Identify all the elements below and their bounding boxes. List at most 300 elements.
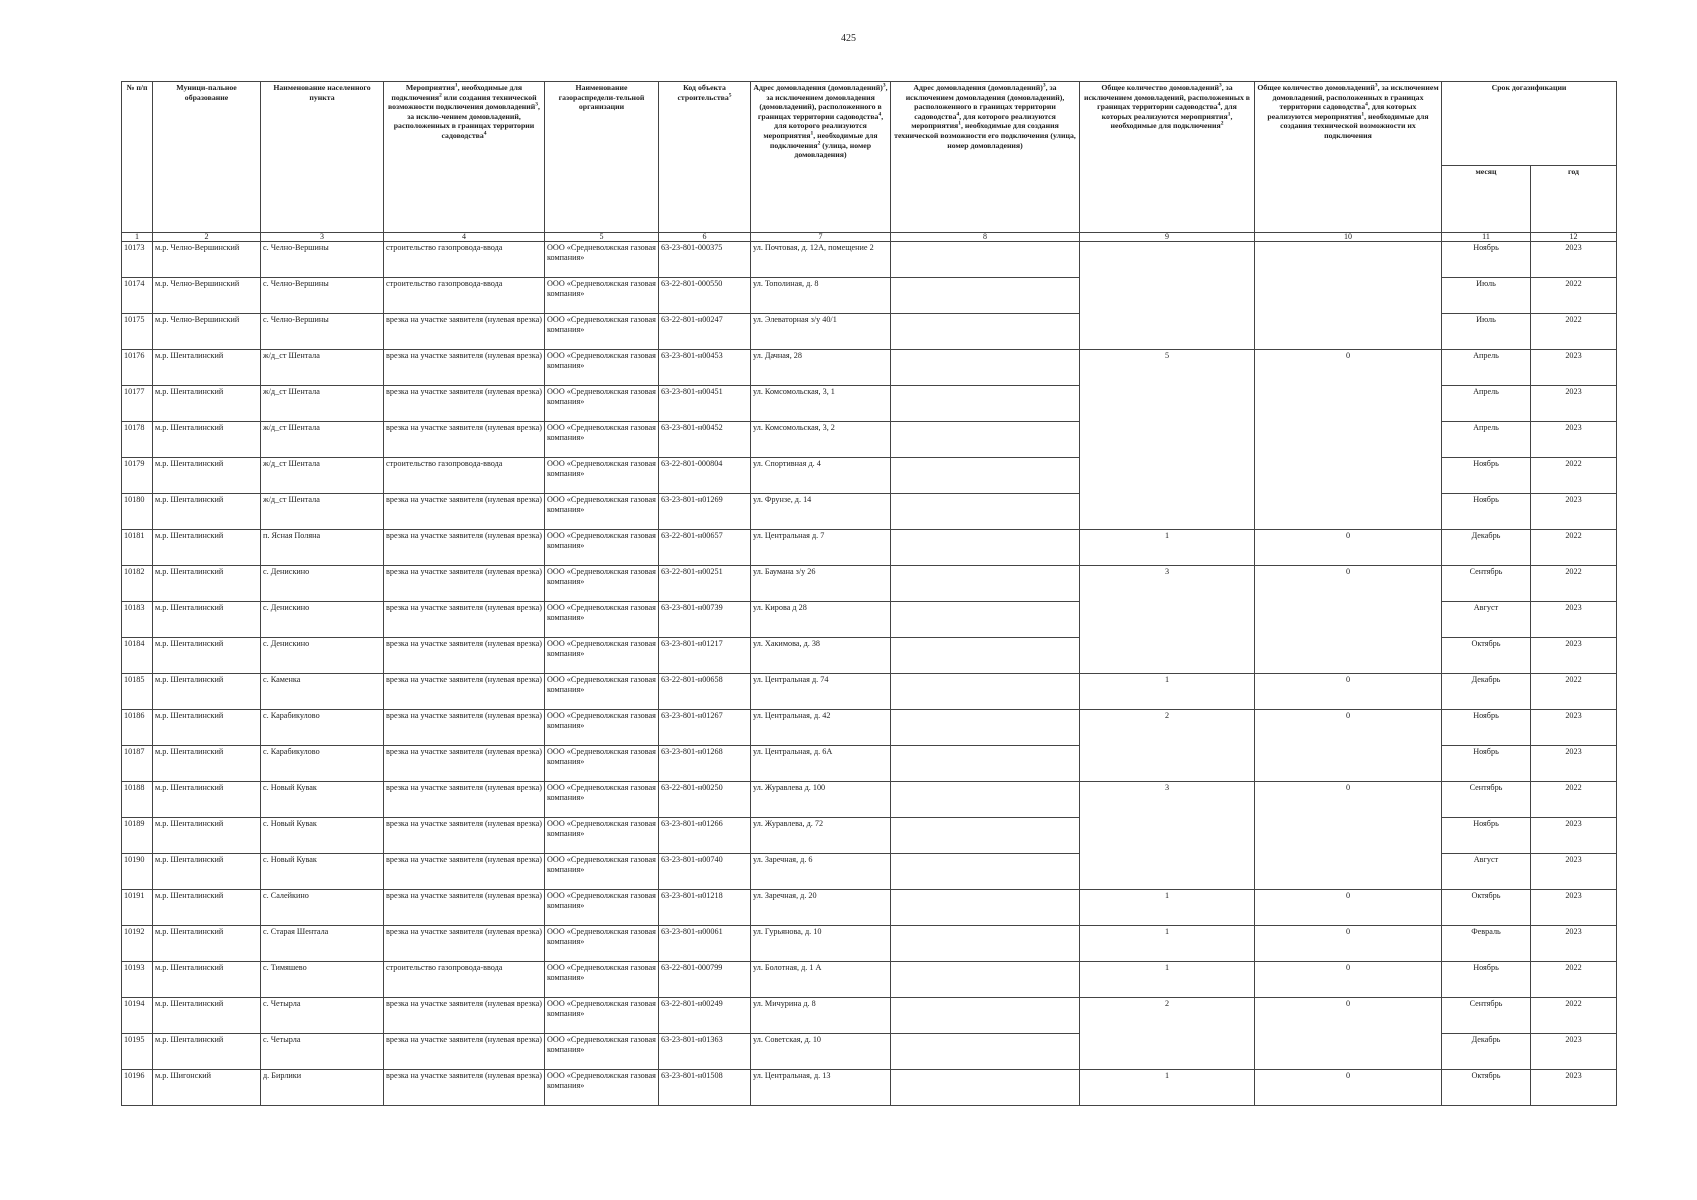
month-cell: Октябрь: [1442, 890, 1531, 926]
column-number: 12: [1531, 233, 1617, 242]
column-number: 5: [545, 233, 659, 242]
count-connection-cell: 1: [1080, 1070, 1255, 1106]
technical-address-cell: [891, 386, 1080, 422]
column-number-row: [122, 233, 1617, 242]
organization-cell: ООО «Средневолжская газовая компания»: [545, 638, 659, 674]
year-cell: 2023: [1531, 350, 1617, 386]
address-cell: ул. Центральная, д. 42: [751, 710, 891, 746]
address-cell: ул. Гурьянова, д. 10: [751, 926, 891, 962]
measure-cell: врезка на участке заявителя (нулевая врезка): [384, 746, 545, 782]
table-header: [122, 82, 1617, 242]
table-row: [122, 962, 1617, 998]
measure-cell: врезка на участке заявителя (нулевая врезка): [384, 710, 545, 746]
object-code-cell: 63-23-801-н01508: [659, 1070, 751, 1106]
month-cell: Апрель: [1442, 350, 1531, 386]
row-number-cell: 10195: [122, 1034, 153, 1070]
settlement-cell: с. Салейкино: [261, 890, 384, 926]
settlement-cell: д. Бирлики: [261, 1070, 384, 1106]
row-number-cell: 10184: [122, 638, 153, 674]
address-cell: ул. Заречная, д. 20: [751, 890, 891, 926]
address-cell: ул. Журавлева, д. 72: [751, 818, 891, 854]
row-number-cell: 10196: [122, 1070, 153, 1106]
measure-cell: врезка на участке заявителя (нулевая врезка): [384, 386, 545, 422]
header-count-technical: Общее количество домовладений$^3$, за исключением домовладений, расположенных в границах территории садоводства$^4$, для которых реализуются мероприятия$^1$, необходимые для создания технической возможности их подключения: [1255, 82, 1442, 233]
settlement-cell: с. Тимяшево: [261, 962, 384, 998]
technical-address-cell: [891, 602, 1080, 638]
address-cell: ул. Мичурина д. 8: [751, 998, 891, 1034]
technical-address-cell: [891, 422, 1080, 458]
organization-cell: ООО «Средневолжская газовая компания»: [545, 1034, 659, 1070]
row-number-cell: 10186: [122, 710, 153, 746]
settlement-cell: с. Челно-Вершины: [261, 314, 384, 350]
count-technical-cell: 0: [1255, 350, 1442, 530]
column-number: 11: [1442, 233, 1531, 242]
municipality-cell: м.р. Шенталинский: [153, 818, 261, 854]
municipality-cell: м.р. Шенталинский: [153, 386, 261, 422]
column-number: 10: [1255, 233, 1442, 242]
year-cell: 2023: [1531, 854, 1617, 890]
measure-cell: врезка на участке заявителя (нулевая врезка): [384, 782, 545, 818]
municipality-cell: м.р. Шенталинский: [153, 566, 261, 602]
row-number-cell: 10185: [122, 674, 153, 710]
count-technical-cell: 0: [1255, 710, 1442, 782]
month-cell: Октябрь: [1442, 1070, 1531, 1106]
measure-cell: врезка на участке заявителя (нулевая врезка): [384, 1034, 545, 1070]
settlement-cell: ж/д_ст Шентала: [261, 386, 384, 422]
month-cell: Февраль: [1442, 926, 1531, 962]
table-row: [122, 1070, 1617, 1106]
organization-cell: ООО «Средневолжская газовая компания»: [545, 530, 659, 566]
row-number-cell: 10173: [122, 242, 153, 278]
municipality-cell: м.р. Шенталинский: [153, 962, 261, 998]
municipality-cell: м.р. Шенталинский: [153, 494, 261, 530]
table-row: [122, 998, 1617, 1034]
technical-address-cell: [891, 458, 1080, 494]
year-cell: 2023: [1531, 494, 1617, 530]
organization-cell: ООО «Средневолжская газовая компания»: [545, 350, 659, 386]
municipality-cell: м.р. Шенталинский: [153, 998, 261, 1034]
settlement-cell: с. Денискино: [261, 566, 384, 602]
municipality-cell: м.р. Шенталинский: [153, 782, 261, 818]
row-number-cell: 10189: [122, 818, 153, 854]
column-number: 8: [891, 233, 1080, 242]
technical-address-cell: [891, 818, 1080, 854]
object-code-cell: 63-23-801-000375: [659, 242, 751, 278]
year-cell: 2022: [1531, 674, 1617, 710]
technical-address-cell: [891, 278, 1080, 314]
settlement-cell: с. Челно-Вершины: [261, 242, 384, 278]
settlement-cell: ж/д_ст Шентала: [261, 422, 384, 458]
organization-cell: ООО «Средневолжская газовая компания»: [545, 1070, 659, 1106]
count-connection-cell: 1: [1080, 926, 1255, 962]
header-month: месяц: [1442, 166, 1531, 233]
year-cell: 2022: [1531, 458, 1617, 494]
measure-cell: врезка на участке заявителя (нулевая врезка): [384, 350, 545, 386]
month-cell: Август: [1442, 854, 1531, 890]
address-cell: ул. Почтовая, д. 12А, помещение 2: [751, 242, 891, 278]
column-number: 1: [122, 233, 153, 242]
settlement-cell: с. Четырла: [261, 998, 384, 1034]
year-cell: 2022: [1531, 278, 1617, 314]
month-cell: Июль: [1442, 314, 1531, 350]
organization-cell: ООО «Средневолжская газовая компания»: [545, 494, 659, 530]
header-count-connection: Общее количество домовладений$^3$, за исключением домовладений, расположенных в границах территории садоводства$^4$, для которых реализуются мероприятия$^1$, необходимые для подключения$^2$: [1080, 82, 1255, 233]
organization-cell: ООО «Средневолжская газовая компания»: [545, 422, 659, 458]
technical-address-cell: [891, 242, 1080, 278]
gasification-table: [121, 81, 1617, 1106]
address-cell: ул. Центральная д. 7: [751, 530, 891, 566]
month-cell: Сентябрь: [1442, 998, 1531, 1034]
municipality-cell: м.р. Шенталинский: [153, 710, 261, 746]
year-cell: 2023: [1531, 386, 1617, 422]
year-cell: 2022: [1531, 782, 1617, 818]
year-cell: 2023: [1531, 602, 1617, 638]
technical-address-cell: [891, 1070, 1080, 1106]
header-address-technical: Адрес домовладения (домовладений)$^3$, за исключением домовладения (домовладений), расположенного в границах территории садоводства$^4$, для которого реализуются мероприятия$^1$, необходимые для создания технической возможности его подключения (улица, номер домовладения): [891, 82, 1080, 233]
month-cell: Сентябрь: [1442, 782, 1531, 818]
object-code-cell: 63-23-801-н00451: [659, 386, 751, 422]
row-number-cell: 10191: [122, 890, 153, 926]
municipality-cell: м.р. Шенталинский: [153, 350, 261, 386]
month-cell: Август: [1442, 602, 1531, 638]
settlement-cell: с. Новый Кувак: [261, 854, 384, 890]
settlement-cell: ж/д_ст Шентала: [261, 458, 384, 494]
organization-cell: ООО «Средневолжская газовая компания»: [545, 746, 659, 782]
settlement-cell: с. Старая Шентала: [261, 926, 384, 962]
month-cell: Апрель: [1442, 422, 1531, 458]
table-row: [122, 926, 1617, 962]
month-cell: Июль: [1442, 278, 1531, 314]
organization-cell: ООО «Средневолжская газовая компания»: [545, 458, 659, 494]
column-number: 4: [384, 233, 545, 242]
object-code-cell: 63-22-801-н00250: [659, 782, 751, 818]
count-connection-cell: 1: [1080, 674, 1255, 710]
count-technical-cell: [1255, 242, 1442, 350]
address-cell: ул. Хакимова, д. 38: [751, 638, 891, 674]
row-number-cell: 10182: [122, 566, 153, 602]
count-connection-cell: 2: [1080, 998, 1255, 1070]
table-row: [122, 890, 1617, 926]
header-municipality: Муници-пальное образование: [153, 82, 261, 233]
count-connection-cell: 3: [1080, 566, 1255, 674]
year-cell: 2023: [1531, 242, 1617, 278]
settlement-cell: ж/д_ст Шентала: [261, 494, 384, 530]
address-cell: ул. Дачная, 28: [751, 350, 891, 386]
year-cell: 2022: [1531, 566, 1617, 602]
measure-cell: врезка на участке заявителя (нулевая врезка): [384, 530, 545, 566]
settlement-cell: с. Карабикулово: [261, 746, 384, 782]
technical-address-cell: [891, 638, 1080, 674]
count-connection-cell: 1: [1080, 962, 1255, 998]
object-code-cell: 63-23-801-н00739: [659, 602, 751, 638]
count-technical-cell: 0: [1255, 962, 1442, 998]
row-number-cell: 10175: [122, 314, 153, 350]
header-deadline: Срок догазификации: [1442, 82, 1617, 166]
address-cell: ул. Болотная, д. 1 А: [751, 962, 891, 998]
year-cell: 2023: [1531, 1070, 1617, 1106]
organization-cell: ООО «Средневолжская газовая компания»: [545, 674, 659, 710]
year-cell: 2023: [1531, 926, 1617, 962]
technical-address-cell: [891, 854, 1080, 890]
table-row: [122, 566, 1617, 602]
row-number-cell: 10192: [122, 926, 153, 962]
municipality-cell: м.р. Шенталинский: [153, 746, 261, 782]
settlement-cell: с. Денискино: [261, 638, 384, 674]
address-cell: ул. Комсомольская, 3, 1: [751, 386, 891, 422]
settlement-cell: с. Новый Кувак: [261, 782, 384, 818]
measure-cell: строительство газопровода-ввода: [384, 962, 545, 998]
organization-cell: ООО «Средневолжская газовая компания»: [545, 710, 659, 746]
count-connection-cell: 1: [1080, 890, 1255, 926]
count-connection-cell: 2: [1080, 710, 1255, 782]
measure-cell: врезка на участке заявителя (нулевая врезка): [384, 422, 545, 458]
row-number-cell: 10179: [122, 458, 153, 494]
municipality-cell: м.р. Шенталинский: [153, 926, 261, 962]
municipality-cell: м.р. Шенталинский: [153, 422, 261, 458]
technical-address-cell: [891, 494, 1080, 530]
object-code-cell: 63-23-801-н00453: [659, 350, 751, 386]
count-technical-cell: 0: [1255, 890, 1442, 926]
month-cell: Ноябрь: [1442, 242, 1531, 278]
object-code-cell: 63-23-801-н01269: [659, 494, 751, 530]
organization-cell: ООО «Средневолжская газовая компания»: [545, 566, 659, 602]
row-number-cell: 10190: [122, 854, 153, 890]
header-address-connection: Адрес домовладения (домовладений)$^3$, за исключением домовладения (домовладений), расположенного в границах территории садоводства$^4$, для которого реализуются мероприятия$^1$, необходимые для подключения$^2$ (улица, номер домовладения): [751, 82, 891, 233]
column-number: 7: [751, 233, 891, 242]
technical-address-cell: [891, 746, 1080, 782]
address-cell: ул. Советская, д. 10: [751, 1034, 891, 1070]
settlement-cell: с. Челно-Вершины: [261, 278, 384, 314]
measure-cell: строительство газопровода-ввода: [384, 458, 545, 494]
municipality-cell: м.р. Шенталинский: [153, 854, 261, 890]
organization-cell: ООО «Средневолжская газовая компания»: [545, 314, 659, 350]
table-row: [122, 530, 1617, 566]
organization-cell: ООО «Средневолжская газовая компания»: [545, 890, 659, 926]
organization-cell: ООО «Средневолжская газовая компания»: [545, 998, 659, 1034]
count-technical-cell: 0: [1255, 674, 1442, 710]
measure-cell: врезка на участке заявителя (нулевая врезка): [384, 926, 545, 962]
address-cell: ул. Центральная, д. 13: [751, 1070, 891, 1106]
count-technical-cell: 0: [1255, 782, 1442, 890]
page-number: 425: [841, 33, 856, 44]
month-cell: Декабрь: [1442, 530, 1531, 566]
object-code-cell: 63-23-801-н01217: [659, 638, 751, 674]
measure-cell: врезка на участке заявителя (нулевая врезка): [384, 1070, 545, 1106]
technical-address-cell: [891, 926, 1080, 962]
row-number-cell: 10181: [122, 530, 153, 566]
month-cell: Ноябрь: [1442, 746, 1531, 782]
municipality-cell: м.р. Шенталинский: [153, 1034, 261, 1070]
measure-cell: строительство газопровода-ввода: [384, 242, 545, 278]
row-number-cell: 10174: [122, 278, 153, 314]
municipality-cell: м.р. Шенталинский: [153, 530, 261, 566]
address-cell: ул. Комсомольская, 3, 2: [751, 422, 891, 458]
measure-cell: врезка на участке заявителя (нулевая врезка): [384, 854, 545, 890]
address-cell: ул. Центральная д. 74: [751, 674, 891, 710]
row-number-cell: 10187: [122, 746, 153, 782]
organization-cell: ООО «Средневолжская газовая компания»: [545, 854, 659, 890]
organization-cell: ООО «Средневолжская газовая компания»: [545, 818, 659, 854]
count-technical-cell: 0: [1255, 1070, 1442, 1106]
row-number-cell: 10178: [122, 422, 153, 458]
organization-cell: ООО «Средневолжская газовая компания»: [545, 962, 659, 998]
object-code-cell: 63-23-801-н00061: [659, 926, 751, 962]
address-cell: ул. Элеваторная з/у 40/1: [751, 314, 891, 350]
month-cell: Ноябрь: [1442, 710, 1531, 746]
table-row: [122, 782, 1617, 818]
address-cell: ул. Фрунзе, д. 14: [751, 494, 891, 530]
row-number-cell: 10177: [122, 386, 153, 422]
municipality-cell: м.р. Шенталинский: [153, 602, 261, 638]
table-row: [122, 350, 1617, 386]
month-cell: Ноябрь: [1442, 962, 1531, 998]
address-cell: ул. Баумана з/у 26: [751, 566, 891, 602]
count-technical-cell: 0: [1255, 530, 1442, 566]
measure-cell: врезка на участке заявителя (нулевая врезка): [384, 602, 545, 638]
technical-address-cell: [891, 710, 1080, 746]
year-cell: 2022: [1531, 962, 1617, 998]
object-code-cell: 63-22-801-000799: [659, 962, 751, 998]
header-settlement: Наименование населенного пункта: [261, 82, 384, 233]
address-cell: ул. Спортивная д. 4: [751, 458, 891, 494]
table-body: [122, 242, 1617, 1106]
municipality-cell: м.р. Челно-Вершинский: [153, 314, 261, 350]
header-year: год: [1531, 166, 1617, 233]
month-cell: Апрель: [1442, 386, 1531, 422]
settlement-cell: ж/д_ст Шентала: [261, 350, 384, 386]
header-measures: Мероприятия$^1$, необходимые для подключения$^2$ или создания технической возможности подключения домовладений$^3$, за исклю-чением домовладений, расположенных в границах территории садоводства$^4$: [384, 82, 545, 233]
count-connection-cell: 1: [1080, 530, 1255, 566]
technical-address-cell: [891, 674, 1080, 710]
settlement-cell: с. Каменка: [261, 674, 384, 710]
settlement-cell: с. Четырла: [261, 1034, 384, 1070]
organization-cell: ООО «Средневолжская газовая компания»: [545, 602, 659, 638]
address-cell: ул. Тополиная, д. 8: [751, 278, 891, 314]
technical-address-cell: [891, 566, 1080, 602]
settlement-cell: с. Новый Кувак: [261, 818, 384, 854]
row-number-cell: 10194: [122, 998, 153, 1034]
address-cell: ул. Центральная, д. 6А: [751, 746, 891, 782]
organization-cell: ООО «Средневолжская газовая компания»: [545, 242, 659, 278]
object-code-cell: 63-23-801-н01267: [659, 710, 751, 746]
technical-address-cell: [891, 782, 1080, 818]
header-organization: Наименование газораспредели-тельной организации: [545, 82, 659, 233]
column-number: 9: [1080, 233, 1255, 242]
year-cell: 2023: [1531, 422, 1617, 458]
object-code-cell: 63-23-801-н00452: [659, 422, 751, 458]
measure-cell: врезка на участке заявителя (нулевая врезка): [384, 494, 545, 530]
count-technical-cell: 0: [1255, 566, 1442, 674]
year-cell: 2023: [1531, 818, 1617, 854]
object-code-cell: 63-22-801-н00247: [659, 314, 751, 350]
object-code-cell: 63-22-801-000804: [659, 458, 751, 494]
municipality-cell: м.р. Челно-Вершинский: [153, 242, 261, 278]
row-number-cell: 10188: [122, 782, 153, 818]
technical-address-cell: [891, 1034, 1080, 1070]
object-code-cell: 63-23-801-н01268: [659, 746, 751, 782]
year-cell: 2022: [1531, 998, 1617, 1034]
object-code-cell: 63-22-801-н00249: [659, 998, 751, 1034]
measure-cell: врезка на участке заявителя (нулевая врезка): [384, 566, 545, 602]
month-cell: Ноябрь: [1442, 494, 1531, 530]
table-row: [122, 242, 1617, 278]
settlement-cell: с. Карабикулово: [261, 710, 384, 746]
technical-address-cell: [891, 530, 1080, 566]
count-connection-cell: 3: [1080, 782, 1255, 890]
municipality-cell: м.р. Шенталинский: [153, 638, 261, 674]
column-number: 3: [261, 233, 384, 242]
count-connection-cell: [1080, 242, 1255, 350]
object-code-cell: 63-22-801-н00658: [659, 674, 751, 710]
municipality-cell: м.р. Шенталинский: [153, 458, 261, 494]
measure-cell: врезка на участке заявителя (нулевая врезка): [384, 998, 545, 1034]
measure-cell: строительство газопровода-ввода: [384, 278, 545, 314]
month-cell: Ноябрь: [1442, 458, 1531, 494]
row-number-cell: 10193: [122, 962, 153, 998]
year-cell: 2022: [1531, 530, 1617, 566]
technical-address-cell: [891, 314, 1080, 350]
month-cell: Октябрь: [1442, 638, 1531, 674]
row-number-cell: 10176: [122, 350, 153, 386]
column-number: 6: [659, 233, 751, 242]
measure-cell: врезка на участке заявителя (нулевая врезка): [384, 890, 545, 926]
address-cell: ул. Заречная, д. 6: [751, 854, 891, 890]
count-connection-cell: 5: [1080, 350, 1255, 530]
year-cell: 2023: [1531, 638, 1617, 674]
row-number-cell: 10183: [122, 602, 153, 638]
year-cell: 2023: [1531, 746, 1617, 782]
technical-address-cell: [891, 350, 1080, 386]
column-number: 2: [153, 233, 261, 242]
municipality-cell: м.р. Шенталинский: [153, 674, 261, 710]
header-number: № п/п: [122, 82, 153, 233]
object-code-cell: 63-23-801-н00740: [659, 854, 751, 890]
settlement-cell: п. Ясная Поляна: [261, 530, 384, 566]
header-object-code: Код объекта строительства$^5$: [659, 82, 751, 233]
measure-cell: врезка на участке заявителя (нулевая врезка): [384, 314, 545, 350]
object-code-cell: 63-22-801-н00657: [659, 530, 751, 566]
month-cell: Декабрь: [1442, 674, 1531, 710]
year-cell: 2022: [1531, 314, 1617, 350]
organization-cell: ООО «Средневолжская газовая компания»: [545, 926, 659, 962]
object-code-cell: 63-22-801-000550: [659, 278, 751, 314]
municipality-cell: м.р. Шигонский: [153, 1070, 261, 1106]
technical-address-cell: [891, 890, 1080, 926]
settlement-cell: с. Денискино: [261, 602, 384, 638]
address-cell: ул. Журавлева д. 100: [751, 782, 891, 818]
year-cell: 2023: [1531, 710, 1617, 746]
technical-address-cell: [891, 962, 1080, 998]
measure-cell: врезка на участке заявителя (нулевая врезка): [384, 674, 545, 710]
row-number-cell: 10180: [122, 494, 153, 530]
address-cell: ул. Кирова д 28: [751, 602, 891, 638]
object-code-cell: 63-23-801-н01363: [659, 1034, 751, 1070]
object-code-cell: 63-23-801-н01266: [659, 818, 751, 854]
municipality-cell: м.р. Шенталинский: [153, 890, 261, 926]
month-cell: Сентябрь: [1442, 566, 1531, 602]
table-row: [122, 710, 1617, 746]
month-cell: Декабрь: [1442, 1034, 1531, 1070]
table-row: [122, 674, 1617, 710]
organization-cell: ООО «Средневолжская газовая компания»: [545, 386, 659, 422]
measure-cell: врезка на участке заявителя (нулевая врезка): [384, 638, 545, 674]
organization-cell: ООО «Средневолжская газовая компания»: [545, 782, 659, 818]
year-cell: 2023: [1531, 1034, 1617, 1070]
measure-cell: врезка на участке заявителя (нулевая врезка): [384, 818, 545, 854]
object-code-cell: 63-23-801-н01218: [659, 890, 751, 926]
object-code-cell: 63-22-801-н00251: [659, 566, 751, 602]
count-technical-cell: 0: [1255, 998, 1442, 1070]
